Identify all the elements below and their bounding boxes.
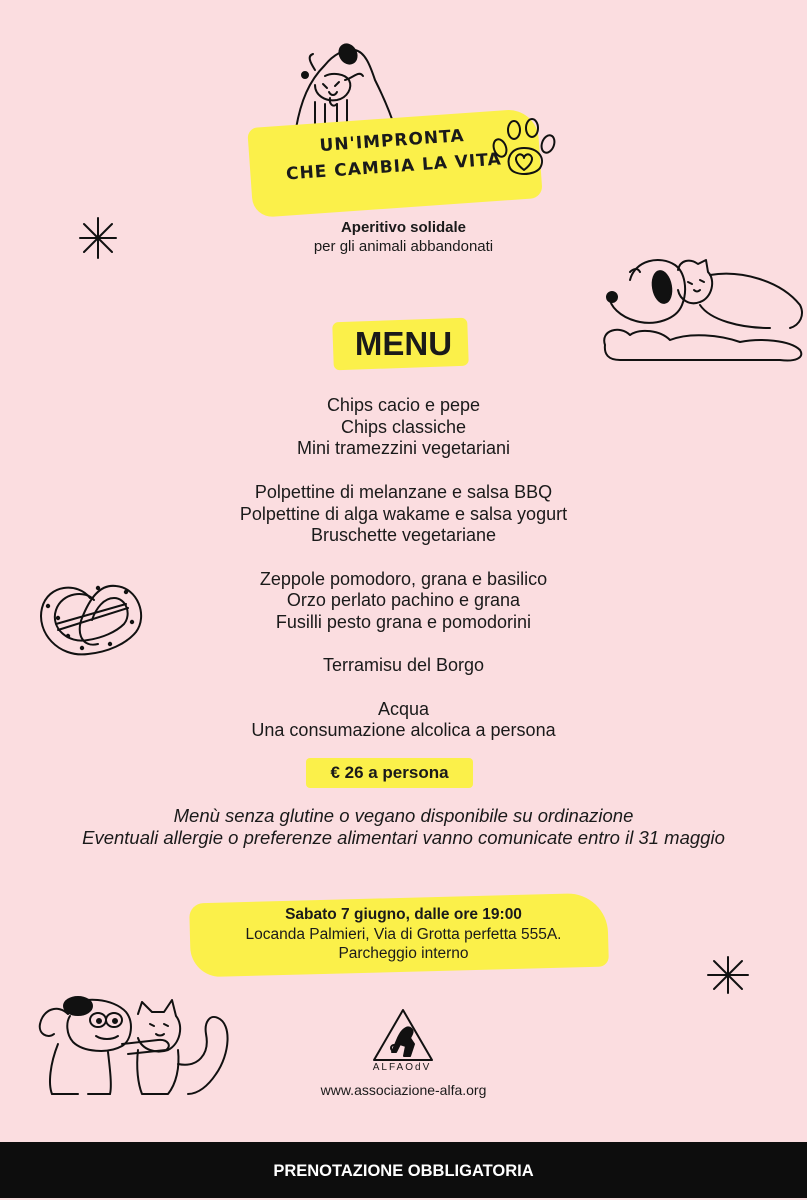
menu-item: Acqua	[377, 698, 430, 719]
menu-item: Chips cacio e pepe	[326, 395, 481, 415]
sparkle-icon	[706, 955, 750, 995]
menu-item: Terramisu del Borgo	[322, 655, 485, 676]
menu-item: Fusilli pesto grana e pomodorini	[275, 612, 532, 632]
menu-item: Una consumazione alcolica a persona	[251, 720, 556, 741]
price-label: € 26 a persona	[330, 763, 449, 782]
title-line-1: UN'IMPRONTA	[318, 125, 466, 157]
menu-item: Orzo perlato pachino e grana	[286, 590, 521, 611]
footer-banner: PRENOTAZIONE OBBLIGATORIA	[0, 1142, 807, 1198]
subtitle-text: per gli animali abbandonati	[313, 238, 494, 255]
event-place: Locanda Palmieri, Via di Grotta perfetta 555A.	[245, 925, 562, 943]
alfa-logo-icon	[372, 1008, 434, 1062]
event-parking: Parcheggio interno	[338, 945, 469, 962]
note-line: Menù senza glutine o vegano disponibile su ordinazione	[173, 805, 634, 826]
menu-list	[0, 395, 807, 742]
menu-item: Bruschette vegetariane	[310, 525, 497, 546]
note-line: Eventuali allergie o preferenze alimentari vanno comunicate entro il 31 maggio	[82, 827, 725, 848]
logo-label: ALFAOdV	[372, 1062, 432, 1073]
website-link[interactable]: www.associazione-alfa.org	[320, 1082, 487, 1098]
title-line-2: CHE CAMBIA LA VITA	[285, 149, 503, 185]
menu-item: Zeppole pomodoro, grana e basilico	[259, 568, 548, 589]
pretzel-illustration	[38, 578, 146, 660]
menu-item: Polpettine di melanzane e salsa BBQ	[254, 481, 553, 502]
menu-item: Polpettine di alga wakame e salsa yogurt	[239, 503, 568, 524]
paw-heart-icon	[490, 118, 560, 183]
dietary-notes	[0, 805, 807, 849]
subtitle-bold: Aperitivo solidale	[340, 219, 467, 236]
menu-item: Mini tramezzini vegetariani	[296, 438, 511, 459]
event-date: Sabato 7 giugno, dalle ore 19:00	[285, 906, 522, 923]
menu-item: Chips classiche	[340, 416, 467, 437]
event-info	[0, 905, 807, 964]
menu-title: MENU	[354, 325, 453, 362]
sparkle-icon	[78, 216, 118, 260]
